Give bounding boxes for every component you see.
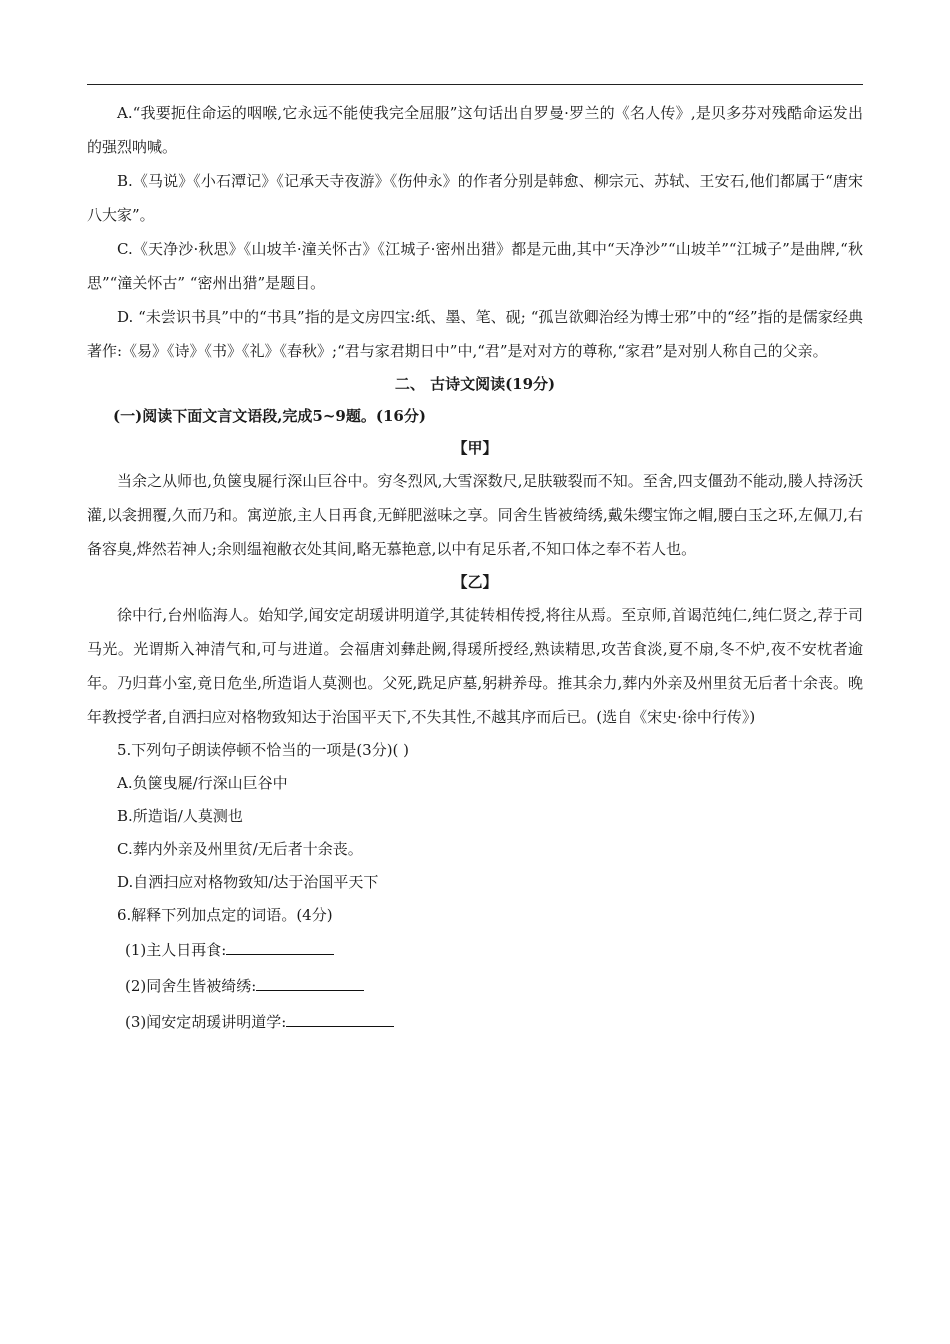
answer-blank-1[interactable] [226, 940, 334, 955]
passage-yi: 徐中行,台州临海人。始知学,闻安定胡瑗讲明道学,其徒转相传授,将往从焉。至京师,首谒范纯仁,纯仁贤之,荐于司马光。光谓斯入神清气和,可与进道。会福唐刘彝赴阙,得瑗所授经,熟读精思,攻苦食淡,夏不扇,冬不炉,夜不安枕者逾年。乃归葺小室,竟日危坐,所造诣人莫测也。父死,跣足庐墓,躬耕养母。推其余力,葬内外亲及州里贫无后者十余丧。晚年教授学者,自洒扫应对格物致知达于治国平天下,不失其性,不越其序而后已。(选自《宋史·徐中行传》) [87, 606, 863, 726]
section-subtitle: (一)阅读下面文言文语段,完成5~9题。(16分) [113, 407, 426, 425]
question-6-item-1 [87, 932, 863, 968]
question-6-item-3-text: (3)闻安定胡瑗讲明道学: [125, 1013, 287, 1031]
question-5-option-d: D.自洒扫应对格物致知/达于治国平天下 [117, 873, 379, 891]
section-title: 二、 古诗文阅读(19分) [394, 375, 556, 393]
answer-blank-2[interactable] [256, 976, 364, 991]
question-5-option-c: C.葬内外亲及州里贫/无后者十余丧。 [117, 840, 363, 858]
question-6-item-3 [87, 1004, 863, 1040]
option-a: A.“我要扼住命运的咽喉,它永远不能使我完全屈服”这句话出自罗曼·罗兰的《名人传》,是贝多芬对残酷命运发出的强烈呐喊。 [87, 104, 863, 156]
header-rule [87, 84, 863, 85]
question-6-item-2 [87, 968, 863, 1004]
passage-yi-label: 【乙】 [452, 573, 498, 591]
passage-jia-label: 【甲】 [452, 439, 498, 457]
option-c: C.《天净沙·秋思》《山坡羊·潼关怀古》《江城子·密州出猎》都是元曲,其中“天净沙”“山坡羊”“江城子”是曲牌,“秋思”“潼关怀古” “密州出猎”是题目。 [87, 240, 863, 292]
question-6-stem: 6.解释下列加点定的词语。(4分) [117, 906, 333, 924]
question-5-option-a: A.负箧曳屣/行深山巨谷中 [117, 774, 288, 792]
question-6-item-2-text: (2)同舍生皆被绮绣: [125, 977, 257, 995]
question-5-option-b: B.所造诣/人莫测也 [117, 807, 243, 825]
option-d: D. “未尝识书具”中的“书具”指的是文房四宝:纸、墨、笔、砚; “孤岂欲卿治经为博士邪”中的“经”指的是儒家经典著作:《易》《诗》《书》《礼》《春秋》;“君与家君期日中”中,“君”是对对方的尊称,“家君”是对别人称自己的父亲。 [87, 308, 863, 360]
question-6-item-1-text: (1)主人日再食: [125, 941, 227, 959]
page-content [87, 96, 863, 1040]
question-5-stem: 5.下列句子朗读停顿不恰当的一项是(3分)( ) [117, 741, 410, 759]
passage-jia: 当余之从师也,负箧曳屣行深山巨谷中。穷冬烈风,大雪深数尺,足肤皲裂而不知。至舍,四支僵劲不能动,媵人持汤沃灌,以衾拥覆,久而乃和。寓逆旅,主人日再食,无鲜肥滋味之享。同舍生皆被绮绣,戴朱缨宝饰之帽,腰白玉之环,左佩刀,右备容臭,烨然若神人;余则缊袍敝衣处其间,略无慕艳意,以中有足乐者,不知口体之奉不若人也。 [87, 472, 863, 558]
option-b: B.《马说》《小石潭记》《记承天寺夜游》《伤仲永》的作者分别是韩愈、柳宗元、苏轼、王安石,他们都属于“唐宋八大家”。 [87, 172, 863, 224]
answer-blank-3[interactable] [286, 1012, 394, 1027]
